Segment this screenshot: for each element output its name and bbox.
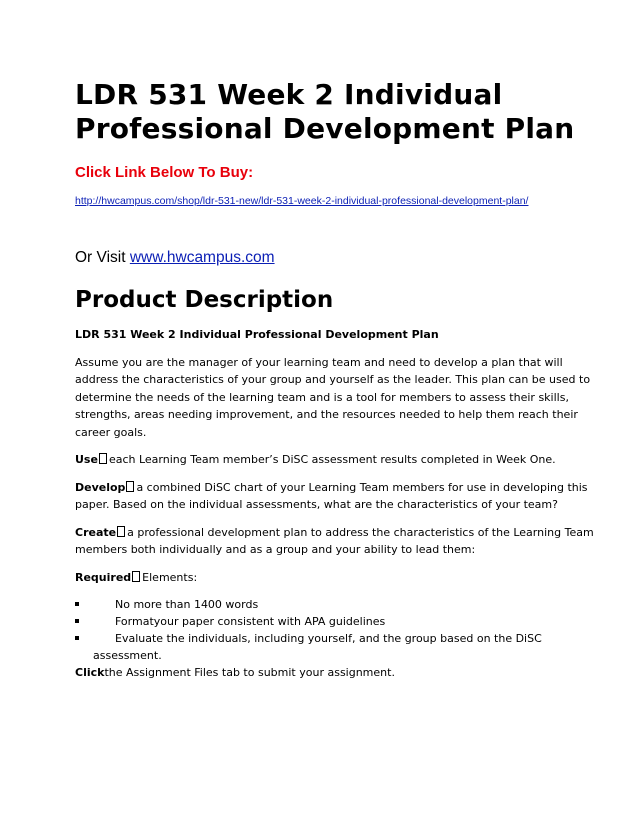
develop-label: Develop — [75, 480, 126, 494]
list-item — [75, 613, 595, 630]
list-item — [75, 596, 595, 613]
click-paragraph — [75, 664, 595, 682]
required-label: Required — [75, 570, 132, 584]
intro-paragraph: Assume you are the manager of your learning team and need to develop a plan that will address the characteristics of your group and yourself as the leader. This plan can be used to determine the needs of the learning team and is a tool for members to assess their skills, strengths, areas needing improvement, and the resources needed to help them reach their career goals. — [75, 355, 591, 439]
requirements-list — [75, 596, 595, 664]
use-paragraph — [75, 451, 595, 469]
missing-glyph-icon — [99, 453, 107, 464]
visit-link[interactable]: www.hwcampus.com — [129, 249, 275, 266]
bullet-icon — [75, 619, 79, 623]
create-paragraph — [75, 524, 595, 559]
use-text: each Learning Team member’s DiSC assessment results completed in Week One. — [108, 453, 556, 466]
product-description-heading: Product Description — [75, 287, 334, 313]
list-item-text: Evaluate the individuals, including yourself, and the group based on the DiSC — [115, 632, 542, 645]
missing-glyph-icon — [132, 571, 140, 582]
missing-glyph-icon — [117, 526, 125, 537]
missing-glyph-icon — [126, 481, 134, 492]
click-text: the Assignment Files tab to submit your assignment. — [104, 666, 395, 679]
visit-line — [75, 248, 595, 268]
buy-link[interactable]: http://hwcampus.com/shop/ldr-531-new/ldr-531-week-2-individual-professional-development-plan/ — [75, 195, 529, 207]
click-label: Click — [75, 666, 105, 679]
list-item-continuation: assessment. — [93, 649, 162, 662]
develop-paragraph — [75, 479, 595, 514]
bullet-icon — [75, 636, 79, 640]
bullet-icon — [75, 602, 79, 606]
visit-prefix: Or Visit — [75, 249, 130, 266]
product-title: LDR 531 Week 2 Individual Professional Development Plan — [75, 328, 439, 341]
list-item-text: Formatyour paper consistent with APA guidelines — [115, 615, 386, 628]
required-text: Elements: — [142, 570, 198, 584]
create-text: a professional development plan to address the characteristics of the Learning Team members both individually and as a group and your ability to lead them: — [75, 525, 594, 556]
list-item — [75, 630, 595, 664]
buy-heading: Click Link Below To Buy: — [75, 164, 254, 181]
document-page — [75, 78, 595, 692]
document-title: LDR 531 Week 2 Individual Professional Development Plan — [75, 78, 575, 145]
use-label: Use — [75, 453, 98, 466]
create-label: Create — [75, 525, 117, 539]
required-paragraph — [75, 569, 595, 587]
develop-text: a combined DiSC chart of your Learning Team members for use in developing this paper. Based on the individual assessments, what are the characteristics of your team? — [75, 480, 588, 511]
list-item-text: No more than 1400 words — [115, 598, 259, 611]
